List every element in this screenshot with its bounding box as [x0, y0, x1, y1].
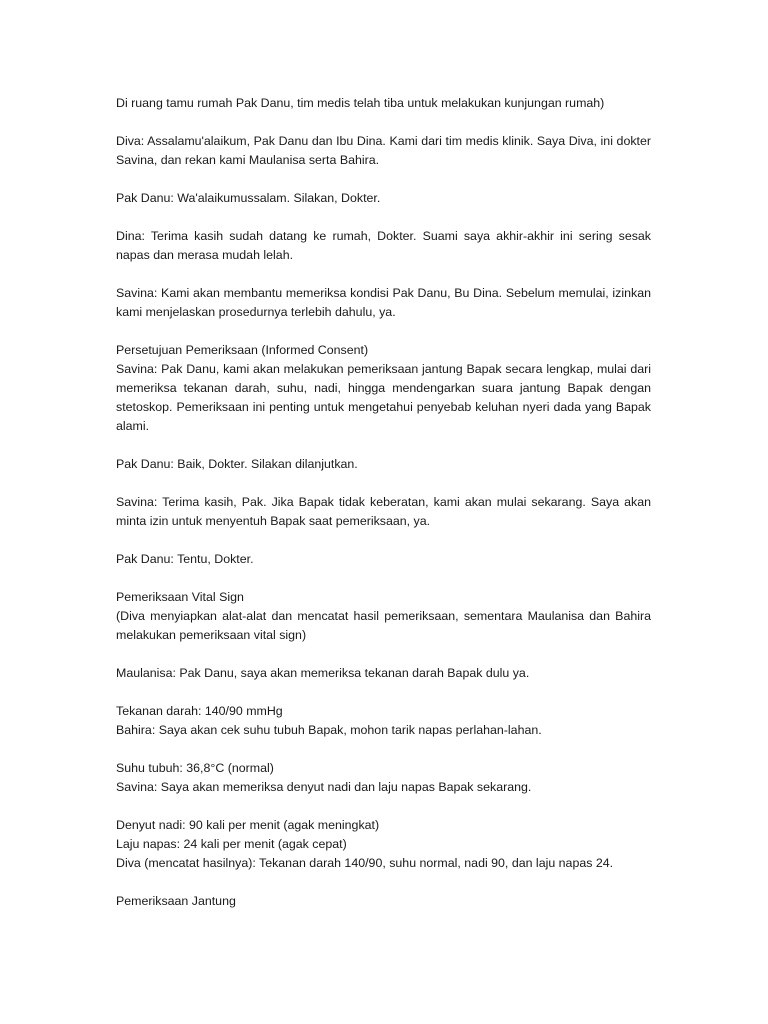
section-heading: Persetujuan Pemeriksaan (Informed Consent) — [116, 343, 369, 357]
dialogue-text: Diva: Assalamu'alaikum, Pak Danu dan Ibu Dina. Kami dari tim medis klinik. Saya Diva, ini dokter Savina, dan rekan kami Maulanisa serta Bahira. — [116, 134, 651, 167]
dialogue-text: Maulanisa: Pak Danu, saya akan memeriksa tekanan darah Bapak dulu ya. — [116, 666, 530, 680]
heart-exam-section — [116, 892, 651, 911]
dialogue-paragraph-pak-danu — [116, 455, 651, 474]
vital-sign-section — [116, 588, 651, 645]
section-heading: Pemeriksaan Vital Sign — [116, 590, 244, 604]
dialogue-text: Savina: Saya akan memeriksa denyut nadi dan laju napas Bapak sekarang. — [116, 780, 532, 794]
blood-pressure-result — [116, 702, 651, 740]
dialogue-text: Pak Danu: Wa'alaikumussalam. Silakan, Dokter. — [116, 191, 381, 205]
informed-consent-section — [116, 341, 651, 436]
stage-direction-text: (Diva menyiapkan alat-alat dan mencatat hasil pemeriksaan, sementara Maulanisa dan Bahira melakukan pemeriksaan vital sign) — [116, 609, 651, 642]
dialogue-paragraph-savina — [116, 284, 651, 322]
dialogue-text: Savina: Kami akan membantu memeriksa kondisi Pak Danu, Bu Dina. Sebelum memulai, izinkan kami menjelaskan prosedurnya terlebih dahulu, ya. — [116, 286, 651, 319]
dialogue-paragraph-dina — [116, 227, 651, 265]
dialogue-paragraph-pak-danu — [116, 189, 651, 208]
dialogue-text: Pak Danu: Tentu, Dokter. — [116, 552, 254, 566]
dialogue-text: Diva (mencatat hasilnya): Tekanan darah 140/90, suhu normal, nadi 90, dan laju napas 24. — [116, 856, 614, 870]
dialogue-text: Dina: Terima kasih sudah datang ke rumah, Dokter. Suami saya akhir-akhir ini sering sesak napas dan merasa mudah lelah. — [116, 229, 651, 262]
dialogue-paragraph-pak-danu — [116, 550, 651, 569]
pulse-respiration-result — [116, 816, 651, 873]
temperature-result — [116, 759, 651, 797]
dialogue-paragraph-diva — [116, 132, 651, 170]
dialogue-text: Savina: Pak Danu, kami akan melakukan pemeriksaan jantung Bapak secara lengkap, mulai dari memeriksa tekanan darah, suhu, nadi, hingga mendengarkan suara jantung Bapak dengan stetoskop. Pemeriksaan ini penting untuk mengetahui penyebab keluhan nyeri dada yang Bapak alami. — [116, 362, 651, 433]
measurement-text: Suhu tubuh: 36,8°C (normal) — [116, 761, 274, 775]
measurement-text: Tekanan darah: 140/90 mmHg — [116, 704, 283, 718]
measurement-text: Laju napas: 24 kali per menit (agak cepat) — [116, 837, 347, 851]
dialogue-text: Savina: Terima kasih, Pak. Jika Bapak tidak keberatan, kami akan mulai sekarang. Saya akan minta izin untuk menyentuh Bapak saat pemeriksaan, ya. — [116, 495, 651, 528]
dialogue-text: Bahira: Saya akan cek suhu tubuh Bapak, mohon tarik napas perlahan-lahan. — [116, 723, 542, 737]
dialogue-paragraph-maulanisa — [116, 664, 651, 683]
dialogue-text: Pak Danu: Baik, Dokter. Silakan dilanjutkan. — [116, 457, 358, 471]
section-heading: Pemeriksaan Jantung — [116, 894, 236, 908]
narration-paragraph — [116, 94, 651, 113]
narration-text: Di ruang tamu rumah Pak Danu, tim medis telah tiba untuk melakukan kunjungan rumah) — [116, 96, 605, 110]
measurement-text: Denyut nadi: 90 kali per menit (agak meningkat) — [116, 818, 380, 832]
dialogue-paragraph-savina — [116, 493, 651, 531]
document-page — [116, 94, 651, 930]
